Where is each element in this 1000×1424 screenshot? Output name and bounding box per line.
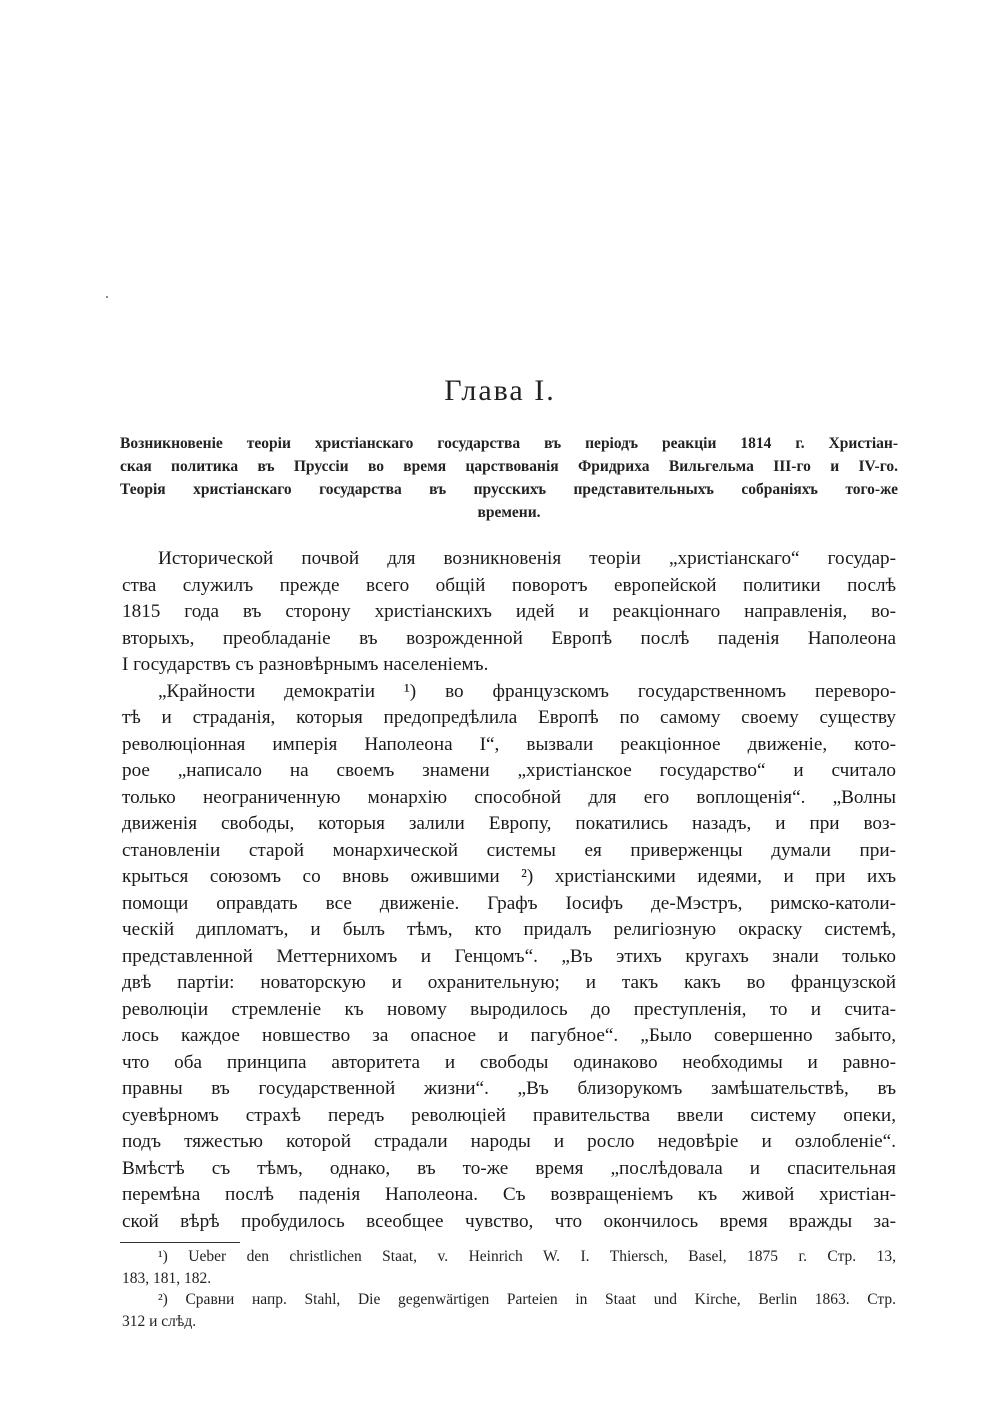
text-line: ческій дипломатъ, и былъ тѣмъ, кто придалъ религіозную окраску системѣ,: [122, 919, 896, 940]
text-line: подъ тяжестью которой страдали народы и росло недовѣріе и озлобленіе“.: [122, 1131, 896, 1152]
text-line: перемѣна послѣ паденія Наполеона. Съ возвращеніемъ къ живой христіан-: [122, 1184, 896, 1205]
footnote-line: 312 и слѣд.: [122, 1312, 197, 1330]
text-line: ства служилъ прежде всего общій поворотъ европейской политики послѣ: [122, 574, 896, 596]
text-line: представленной Меттернихомъ и Генцомъ“. „Въ этихъ кругахъ знали только: [122, 945, 896, 967]
text-line: I государствъ съ разновѣрнымъ населеніемъ.: [122, 654, 489, 675]
text-line: правны въ государственной жизни“. „Въ близорукомъ замѣшательствѣ, въ: [122, 1078, 896, 1099]
footnotes: [122, 1246, 896, 1332]
summary-line: Теорія христіанскаго государства въ прусскихъ представительныхъ собраніяхъ того-же: [120, 481, 898, 498]
text-line: 1815 года въ сторону христіанскихъ идей и реакціоннаго направленія, во-: [122, 601, 896, 622]
footnote-line: 183, 181, 182.: [122, 1269, 212, 1287]
text-line: крыться союзомъ со вновь ожившими ²) христіанскими идеями, и при ихъ: [122, 866, 896, 887]
text-line: помощи оправдать все движеніе. Графъ Іосифъ де-Мэстръ, римско-католи-: [122, 892, 896, 914]
text-line: Исторической почвой для возникновенія теоріи „христіанскаго“ государ-: [158, 548, 896, 569]
summary-line: ская политика въ Пруссіи во время царствованія Фридриха Вильгельма III-го и IV-го.: [120, 458, 898, 475]
text-line: Вмѣстѣ съ тѣмъ, однако, въ то-же время „послѣдовала и спасительная: [122, 1157, 896, 1179]
text-line: лось каждое новшество за опасное и пагубное“. „Было совершенно забыто,: [122, 1025, 896, 1046]
text-line: только неограниченную монархію способной для его воплощенія“. „Волны: [122, 786, 896, 808]
summary-line: Возникновеніе теоріи христіанскаго государства въ періодъ реакціи 1814 г. Христіан-: [120, 435, 898, 452]
text-line: революціи стремленіе къ новому выродилось до преступленія, то и счита-: [122, 998, 896, 1020]
chapter-summary: [120, 432, 898, 524]
text-line: революціонная имперія Наполеона I“, вызвали реакціонное движеніе, кото-: [122, 733, 896, 755]
summary-line: времени.: [477, 504, 541, 521]
chapter-title: Глава I.: [444, 374, 556, 407]
body-text: [122, 546, 896, 1235]
footnote-line: ²) Сравни напр. Stahl, Die gegenwärtigen Parteien in Staat und Kirche, Berlin 1863. Стр.: [158, 1291, 896, 1308]
text-line: становленіи старой монархической системы ея приверженцы думали при-: [122, 839, 896, 861]
footnote-rule: [120, 1242, 240, 1243]
text-line: „Крайности демократіи ¹) во французскомъ государственномъ переворо-: [158, 680, 896, 702]
text-line: что оба принципа авторитета и свободы одинаково необходимы и равно-: [122, 1051, 896, 1073]
text-line: вторыхъ, преобладаніе въ возрожденной Европѣ послѣ паденія Наполеона: [122, 627, 896, 649]
text-line: ской вѣрѣ пробудилось всеобщее чувство, что окончилось время вражды за-: [122, 1210, 896, 1232]
text-line: двѣ партіи: новаторскую и охранительную; и такъ какъ во французской: [122, 972, 896, 993]
footnote-line: ¹) Ueber den christlichen Staat, v. Heinrich W. I. Thiersch, Basel, 1875 г. Стр. 13,: [158, 1248, 896, 1265]
text-line: движенія свободы, которыя залили Европу, покатились назадъ, и при воз-: [122, 813, 896, 834]
scan-speck: [106, 296, 108, 298]
text-line: суевѣрномъ страхѣ передъ революціей правительства ввели систему опеки,: [122, 1104, 896, 1126]
text-line: тѣ и страданія, которыя предопредѣлила Европѣ по самому своему существу: [122, 707, 896, 728]
text-line: рое „написало на своемъ знамени „христіанское государство“ и считало: [122, 760, 896, 781]
